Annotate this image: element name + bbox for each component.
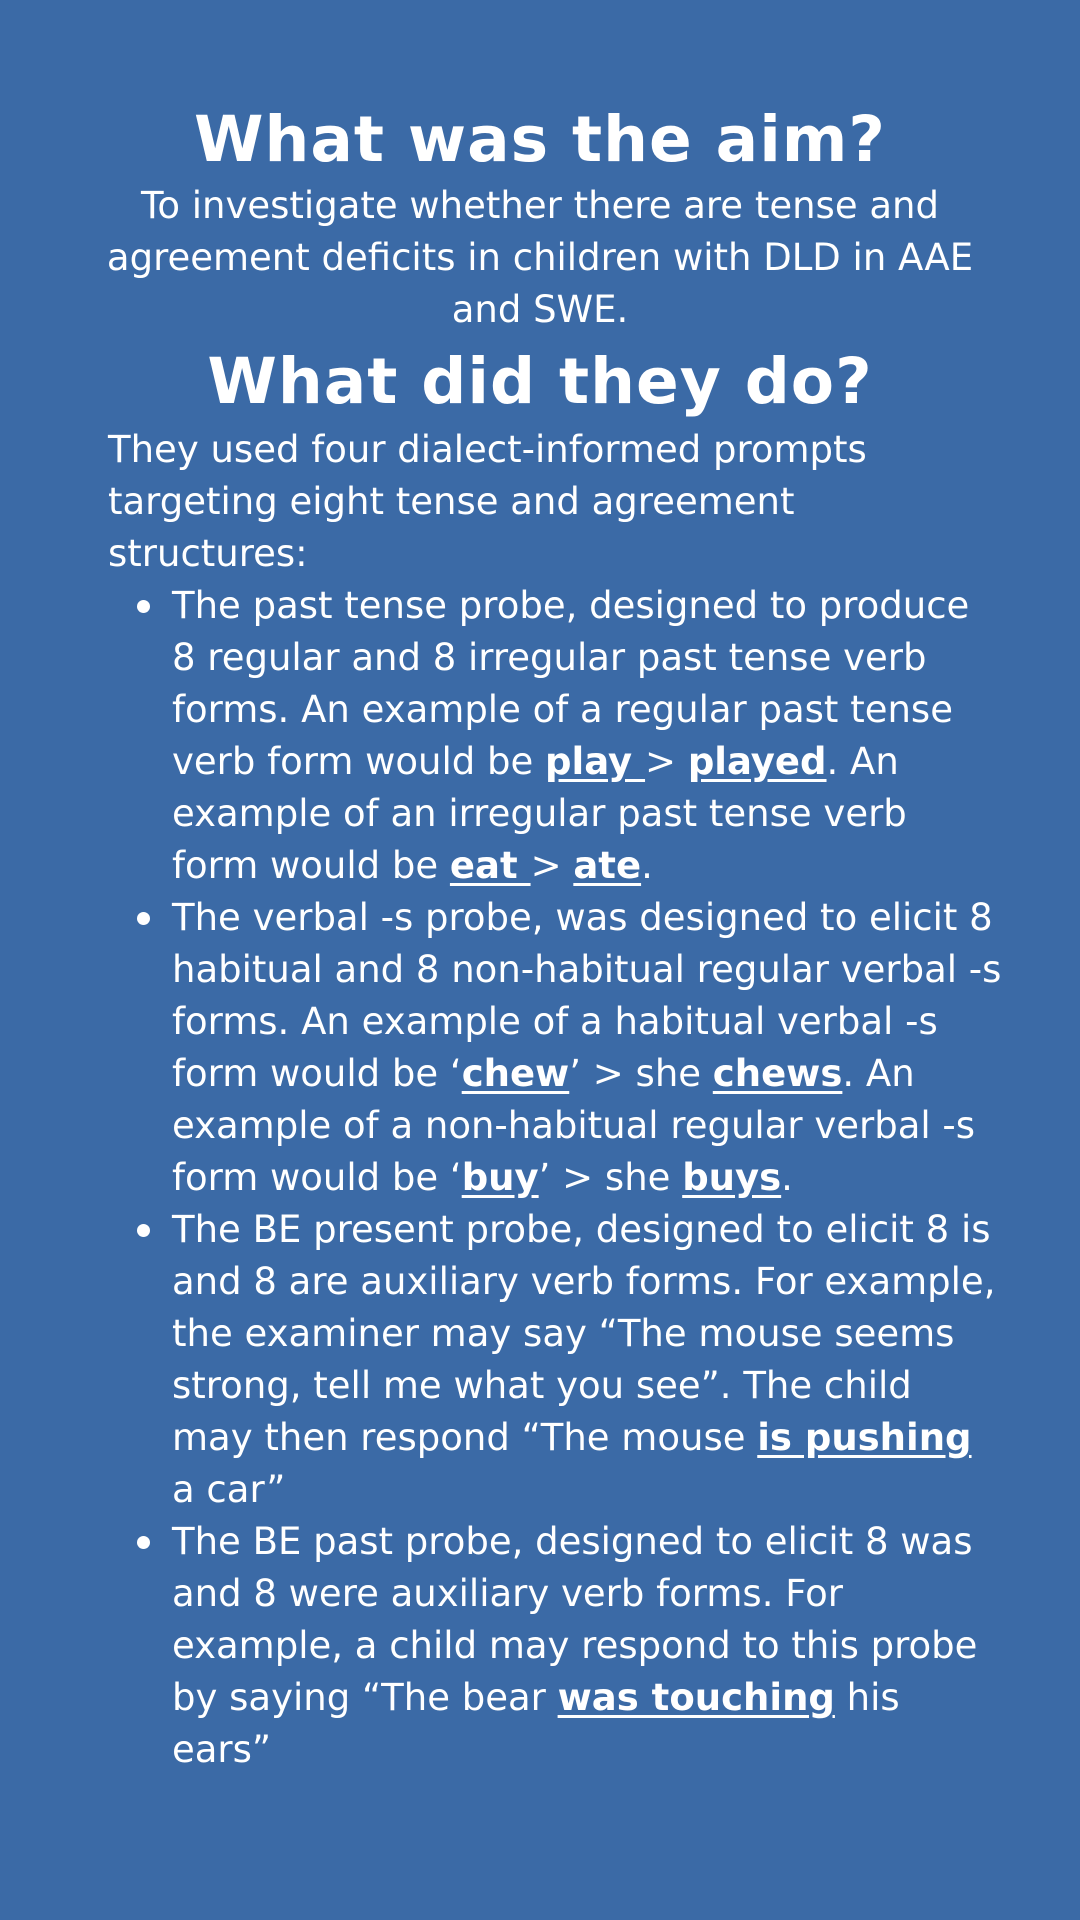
probe-text: The verbal -s probe, was designed to elicit 8 habitual and 8 non-habitual regular verbal -s forms. An example of a habitual verbal -s form would be ‘: [172, 896, 1002, 1095]
example-word: buy: [461, 1156, 539, 1199]
probe-text: a car”: [172, 1468, 286, 1511]
bullet-icon: [137, 1224, 150, 1237]
probe-text: ’ > she: [569, 1052, 713, 1095]
probe-item-past-tense: [172, 580, 1002, 892]
example-word: is pushing: [757, 1416, 972, 1459]
probe-text: >: [530, 844, 574, 887]
example-word: play: [545, 740, 646, 783]
probe-text: his ears”: [172, 1676, 900, 1771]
bullet-icon: [137, 1536, 150, 1549]
probe-text: .: [781, 1156, 793, 1199]
example-word: chew: [461, 1052, 570, 1095]
probe-text: >: [645, 740, 688, 783]
probe-text: The BE past probe, designed to elicit 8 was and 8 were auxiliary verb forms. For example, a child may respond to this probe by saying “The bear: [172, 1520, 978, 1719]
method-heading: What did they do?: [207, 345, 873, 418]
probe-list: [108, 580, 1002, 1776]
method-intro: They used four dialect-informed prompts targeting eight tense and agreement structures:: [108, 428, 867, 575]
probe-text: The BE present probe, designed to elicit 8 is and 8 are auxiliary verb forms. For example, the examiner may say “The mouse seems strong, tell me what you see”. The child may then respond “The mouse: [172, 1208, 996, 1459]
probe-text: The past tense probe, designed to produce 8 regular and 8 irregular past tense verb forms. An example of a regular past tense verb form would be: [172, 584, 970, 783]
bullet-icon: [137, 600, 150, 613]
probe-text: ’ > she: [538, 1156, 683, 1199]
aim-heading: What was the aim?: [194, 103, 886, 176]
probe-item-be-past: [172, 1516, 1002, 1776]
example-word: eat: [449, 844, 531, 887]
probe-item-verbal-s: [172, 892, 1002, 1204]
example-word: was touching: [557, 1676, 835, 1719]
probe-text: . An example of an irregular past tense verb form would be: [172, 740, 907, 887]
aim-text: To investigate whether there are tense and agreement deficits in children with DLD in AAE and SWE.: [106, 184, 974, 331]
probe-text: . An example of a non-habitual regular verbal -s form would be ‘: [172, 1052, 976, 1199]
probe-item-be-present: [172, 1204, 1002, 1516]
example-word: buys: [682, 1156, 782, 1199]
example-word: chews: [712, 1052, 843, 1095]
example-word: played: [687, 740, 827, 783]
bullet-icon: [137, 912, 150, 925]
probe-text: .: [641, 844, 653, 887]
example-word: ate: [573, 844, 642, 887]
